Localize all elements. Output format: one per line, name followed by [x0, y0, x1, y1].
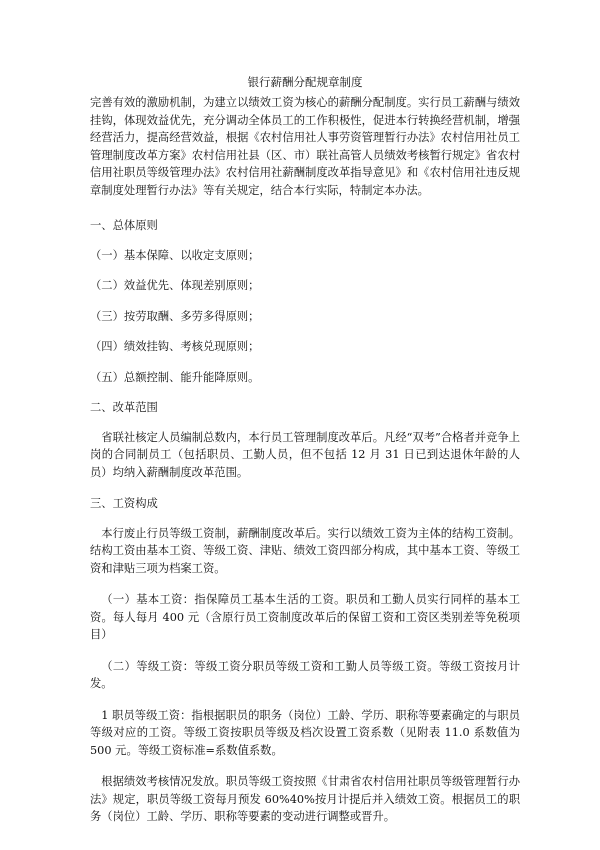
scope-paragraph: 省联社核定人员编制总数内，本行员工管理制度改革后。凡经“双考”合格者并竞争上岗的合同制员工（包括职员、工勤人员，但不包括 12 月 31 日已到达退休年龄的人员）均纳入薪酬制度改革范围。: [90, 430, 520, 479]
principle-item: （三）按劳取酬、多劳多得原则；: [90, 309, 260, 323]
staff-grade-salary-paragraph: 1 职员等级工资：指根据职员的职务（岗位）工龄、学历、职称等要素确定的与职员等级对应的工资。等级工资按职员等级及档次设置工资系数（见附表 11.0 系数值为 500 元。等级工资标准=系数值系数。: [90, 708, 520, 757]
salary-structure-paragraph: 本行废止行员等级工资制，薪酬制度改革后。实行以绩效工资为主体的结构工资制。结构工资由基本工资、等级工资、津贴、绩效工资四部分构成，其中基本工资、等级工资和津贴三项为档案工资。: [90, 526, 520, 575]
section-heading-salary-structure: 三、工资构成: [90, 497, 158, 510]
section-heading-principles: 一、总体原则: [90, 219, 158, 232]
grade-salary-paragraph: （二）等级工资：等级工资分职员等级工资和工勤人员等级工资。等级工资按月计发。: [90, 659, 520, 690]
principle-item: （四）绩效挂钩、考核兑现原则；: [90, 340, 260, 353]
principle-item: （二）效益优先、体现差别原则；: [90, 279, 260, 292]
assessment-paragraph: 根据绩效考核情况发放。职员等级工资按照《甘肃省农村信用社职员等级管理暂行办法》规定，职员等级工资每月预发 60%40%按月计提后并入绩效工资。根据员工的职务（岗位）工龄、学历、职称等要素的变动进行调整或晋升。: [90, 775, 520, 823]
section-heading-scope: 二、改革范围: [90, 401, 158, 414]
intro-paragraph: 完善有效的激励机制，为建立以绩效工资为核心的薪酬分配制度。实行员工薪酬与绩效挂钩，体现效益优先，充分调动全体员工的工作积极性，促进本行转换经营机制，增强经营活力，提高经营效益，根据《农村信用社人事劳资管理暂行办法》农村信用社员工管理制度改革方案》农村信用社县（区、市）联社高管人员绩效考核暂行规定》省农村信用社职员等级管理办法》农村信用社薪酬制度改革指导意见》和《农村信用社违反规章制度处理暂行办法》等有关规定，结合本行实际，特制定本办法。: [90, 96, 520, 197]
document-page: [90, 74, 520, 840]
principle-item: （五）总额控制、能升能降原则。: [90, 370, 260, 384]
principle-item: （一）基本保障、以收定支原则；: [90, 248, 260, 262]
basic-salary-paragraph: （一）基本工资：指保障员工基本生活的工资。职员和工勤人员实行同样的基本工资。每人每月 400 元（含原行员工资制度改革后的保留工资和工资区类别差等免税项目）: [90, 593, 520, 641]
document-title: 银行薪酬分配规章制度: [247, 75, 363, 89]
